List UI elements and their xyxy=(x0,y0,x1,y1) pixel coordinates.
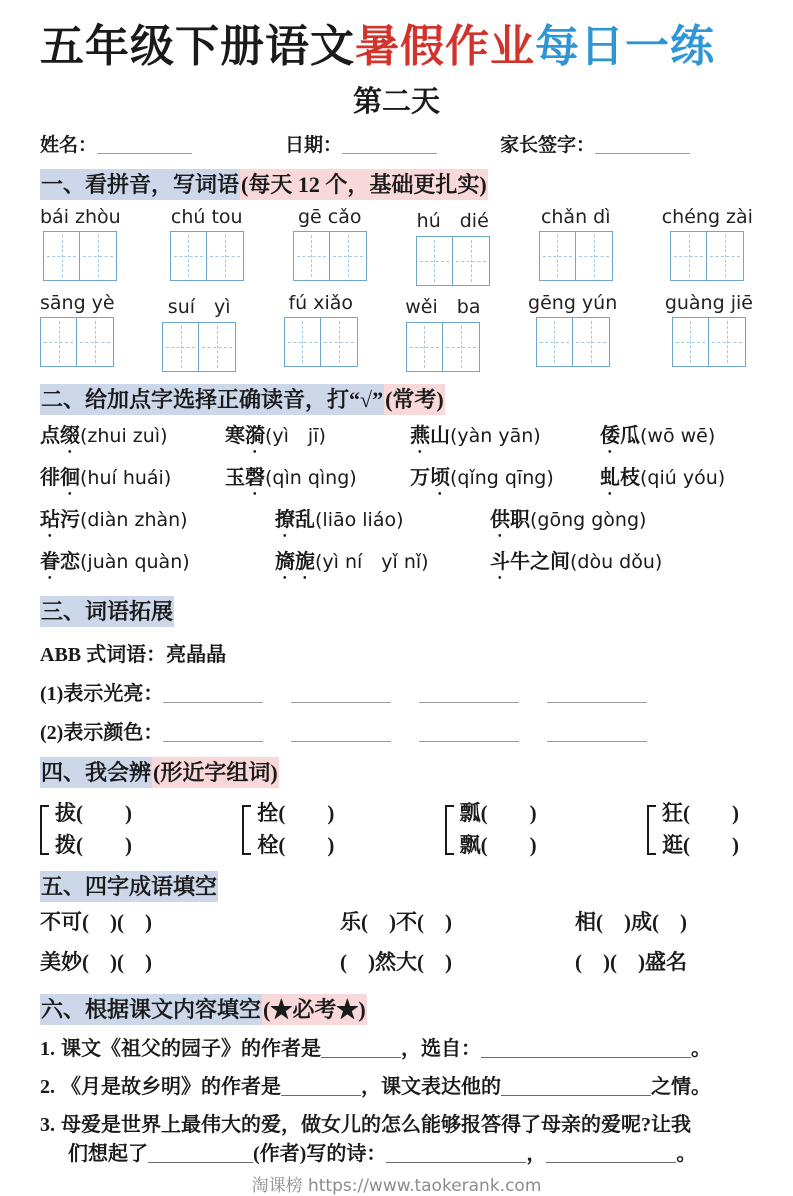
pinyin-label: hú dié xyxy=(416,210,489,233)
title-blue: 每日一练 xyxy=(535,22,715,71)
pair-top: 狂( ) xyxy=(661,801,739,826)
answer-blank xyxy=(163,722,263,742)
char-pair-group xyxy=(647,801,739,858)
section-4-header xyxy=(40,757,753,789)
answer-blank xyxy=(321,1038,401,1058)
answer-blank xyxy=(546,1143,676,1163)
writing-grid xyxy=(170,231,244,281)
pinyin-word-column xyxy=(293,206,367,286)
pinyin-word-column xyxy=(162,292,236,372)
word-choice: 玷污(diàn zhàn) xyxy=(40,509,188,532)
tianzige-box xyxy=(284,317,321,367)
tianzige-box xyxy=(77,317,114,367)
idiom-blank: ( )( )盛名 xyxy=(575,950,687,975)
date-field xyxy=(285,130,500,157)
pinyin-word-column xyxy=(665,292,753,372)
word-choice: 斗牛之间(dòu dǒu) xyxy=(490,551,663,574)
abb-example-line: ABB 式词语：亮晶晶 xyxy=(40,644,227,667)
pinyin-word-column xyxy=(40,206,121,286)
date-blank xyxy=(342,135,437,154)
pinyin-label: suí yì xyxy=(167,296,231,319)
bracket-icon xyxy=(40,805,48,854)
tianzige-box xyxy=(536,317,573,367)
answer-blank xyxy=(291,722,391,742)
tianzige-box xyxy=(43,231,80,281)
pinyin-word-column xyxy=(539,206,613,286)
section-3-title: 三、词语拓展 xyxy=(40,596,174,627)
word-choice: 眷恋(juàn quàn) xyxy=(40,551,190,574)
question-3: 3. 母爱是世界上最伟大的爱，做女儿的怎么能够报答得了母亲的爱呢?让我 们想起了 (作者)写的诗： ， 。 xyxy=(40,1111,753,1169)
word-choice: 撩乱(liāo liáo) xyxy=(275,509,404,532)
char-pair-group xyxy=(40,801,132,858)
color-words-label: (2)表示颜色： xyxy=(40,722,164,745)
section-2-header xyxy=(40,384,753,416)
pinyin-word-column xyxy=(170,206,244,286)
pinyin-word-column xyxy=(528,292,617,372)
writing-grid xyxy=(539,231,613,281)
pinyin-label: gēng yún xyxy=(528,292,618,315)
tianzige-box xyxy=(321,317,358,367)
answer-blank xyxy=(386,1143,526,1163)
tianzige-box xyxy=(707,231,744,281)
tianzige-box xyxy=(539,231,576,281)
tianzige-box xyxy=(573,317,610,367)
question-3-line2: 们想起了 (作者)写的诗： ， 。 xyxy=(68,1143,697,1166)
tianzige-box xyxy=(80,231,117,281)
section-4-note: (形近字组词) xyxy=(152,757,279,788)
section-6-title: 六、根据课文内容填空 xyxy=(40,994,262,1025)
idiom-blank: 乐( )不( ) xyxy=(340,910,452,935)
tianzige-box xyxy=(672,317,709,367)
answer-blank xyxy=(281,1076,361,1096)
pair-top: 拴( ) xyxy=(257,801,335,826)
pinyin-label: guàng jiē xyxy=(664,292,753,315)
pinyin-label: gē cǎo xyxy=(297,206,362,229)
pinyin-word-column xyxy=(662,206,753,286)
idiom-blank: ( )然大( ) xyxy=(340,950,452,975)
idiom-row xyxy=(40,902,753,942)
pair-bottom: 逛( ) xyxy=(661,833,739,858)
bracket-icon xyxy=(445,805,453,854)
tianzige-box xyxy=(709,317,746,367)
section-1-title: 一、看拼音，写词语 xyxy=(40,169,240,200)
writing-grid xyxy=(293,231,367,281)
writing-grid xyxy=(670,231,744,281)
section-2-note: (常考) xyxy=(384,384,445,415)
word-choice: 燕山(yàn yān) xyxy=(410,425,541,448)
name-blank xyxy=(97,135,192,154)
pair-bottom: 栓( ) xyxy=(257,833,335,858)
word-choice: 徘徊(huí huái) xyxy=(40,467,172,490)
section-1-note: (每天 12 个，基础更扎实) xyxy=(240,169,488,200)
answer-blank xyxy=(291,683,391,703)
tianzige-box xyxy=(670,231,707,281)
bright-words-label: (1)表示光亮： xyxy=(40,683,164,706)
tianzige-box xyxy=(416,236,453,286)
tianzige-box xyxy=(443,322,480,372)
char-pair-group xyxy=(242,801,334,858)
tianzige-box xyxy=(199,322,236,372)
pronunciation-row xyxy=(40,418,753,458)
tianzige-box xyxy=(576,231,613,281)
section-5-header xyxy=(40,871,753,903)
pinyin-word-column xyxy=(405,292,480,372)
date-label: 日期： xyxy=(285,134,343,156)
section-4-title: 四、我会辨 xyxy=(40,757,152,788)
title-black: 五年级下册语文 xyxy=(40,22,355,71)
idiom-blank: 相( )成( ) xyxy=(575,910,687,935)
pinyin-word-column xyxy=(416,206,490,286)
word-choice: 万顷(qǐng qīng) xyxy=(410,467,554,490)
writing-grid xyxy=(162,322,236,372)
pronunciation-row xyxy=(40,502,753,542)
section-3-header xyxy=(40,596,753,628)
watermark-footer: 淘课榜 https://www.taokerank.com xyxy=(251,1176,542,1196)
pinyin-grid-row-2 xyxy=(40,292,753,372)
bracket-icon xyxy=(242,805,250,854)
answer-blank xyxy=(419,683,519,703)
char-pair-group xyxy=(445,801,537,858)
writing-grid xyxy=(536,317,610,367)
pair-bottom: 飘( ) xyxy=(459,833,537,858)
page-title xyxy=(40,22,753,73)
tianzige-box xyxy=(207,231,244,281)
writing-grid xyxy=(406,322,480,372)
pronunciation-row xyxy=(40,544,753,584)
pinyin-label: chéng zài xyxy=(661,206,753,229)
question-1: 1. 课文《祖父的园子》的作者是 ，选自： 。 xyxy=(40,1038,711,1061)
answer-blank xyxy=(419,722,519,742)
pair-top: 瓢( ) xyxy=(459,801,537,826)
pinyin-word-column xyxy=(40,292,115,372)
word-choice: 点缀(zhui zuì) xyxy=(40,425,168,448)
header-fields xyxy=(40,130,753,157)
day-subtitle: 第二天 xyxy=(352,85,440,118)
sign-blank xyxy=(595,135,690,154)
pinyin-label: chú tou xyxy=(170,206,243,229)
tianzige-box xyxy=(330,231,367,281)
pinyin-grid-row-1 xyxy=(40,206,753,286)
pronunciation-row xyxy=(40,460,753,500)
pinyin-word-column xyxy=(284,292,358,372)
tianzige-box xyxy=(162,322,199,372)
similar-char-row xyxy=(40,801,753,858)
section-2-title: 二、给加点字选择正确读音，打“√” xyxy=(40,384,384,415)
pair-top: 拔( ) xyxy=(55,801,132,826)
title-red: 暑假作业 xyxy=(355,22,535,71)
tianzige-box xyxy=(40,317,77,367)
sign-label: 家长签字： xyxy=(500,134,596,156)
answer-blank xyxy=(481,1038,691,1058)
bracket-icon xyxy=(647,805,655,854)
writing-grid xyxy=(40,317,114,367)
tianzige-box xyxy=(406,322,443,372)
name-label: 姓名： xyxy=(40,134,98,156)
word-choice: 旖旎(yì ní yǐ nǐ) xyxy=(275,551,429,574)
sign-field xyxy=(500,130,690,157)
pair-bottom: 拨( ) xyxy=(55,833,132,858)
section-6-note: (★必考★) xyxy=(262,994,367,1025)
section-1-header xyxy=(40,169,753,201)
idiom-blank: 不可( )( ) xyxy=(40,910,152,935)
answer-blank xyxy=(547,722,647,742)
answer-blank xyxy=(501,1076,651,1096)
writing-grid xyxy=(416,236,490,286)
bright-words-line xyxy=(40,677,753,706)
section-5-title: 五、四字成语填空 xyxy=(40,871,218,902)
word-choice: 供职(gōng gòng) xyxy=(490,509,647,532)
writing-grid xyxy=(672,317,746,367)
answer-blank xyxy=(547,683,647,703)
word-choice: 虬枝(qiú yóu) xyxy=(600,467,726,490)
writing-grid xyxy=(43,231,117,281)
question-2: 2. 《月是故乡明》的作者是 ，课文表达他的 之情。 xyxy=(40,1076,711,1099)
pinyin-label: chǎn dì xyxy=(540,206,611,229)
tianzige-box xyxy=(170,231,207,281)
tianzige-box xyxy=(453,236,490,286)
answer-blank xyxy=(163,683,263,703)
tianzige-box xyxy=(293,231,330,281)
word-choice: 倭瓜(wō wē) xyxy=(600,425,716,448)
pinyin-label: sāng yè xyxy=(40,292,115,315)
color-words-line xyxy=(40,716,753,745)
answer-blank xyxy=(148,1143,253,1163)
pinyin-label: wěi ba xyxy=(405,296,481,319)
idiom-blank: 美妙( )( ) xyxy=(40,950,152,975)
idiom-row xyxy=(40,942,753,982)
section-6-header xyxy=(40,994,753,1026)
writing-grid xyxy=(284,317,358,367)
pinyin-label: fú xiǎo xyxy=(288,292,353,315)
word-choice: 玉磬(qìn qìng) xyxy=(225,467,357,490)
pinyin-label: bái zhòu xyxy=(40,206,121,229)
name-field xyxy=(40,130,285,157)
word-choice: 寒漪(yì jī) xyxy=(225,425,326,448)
